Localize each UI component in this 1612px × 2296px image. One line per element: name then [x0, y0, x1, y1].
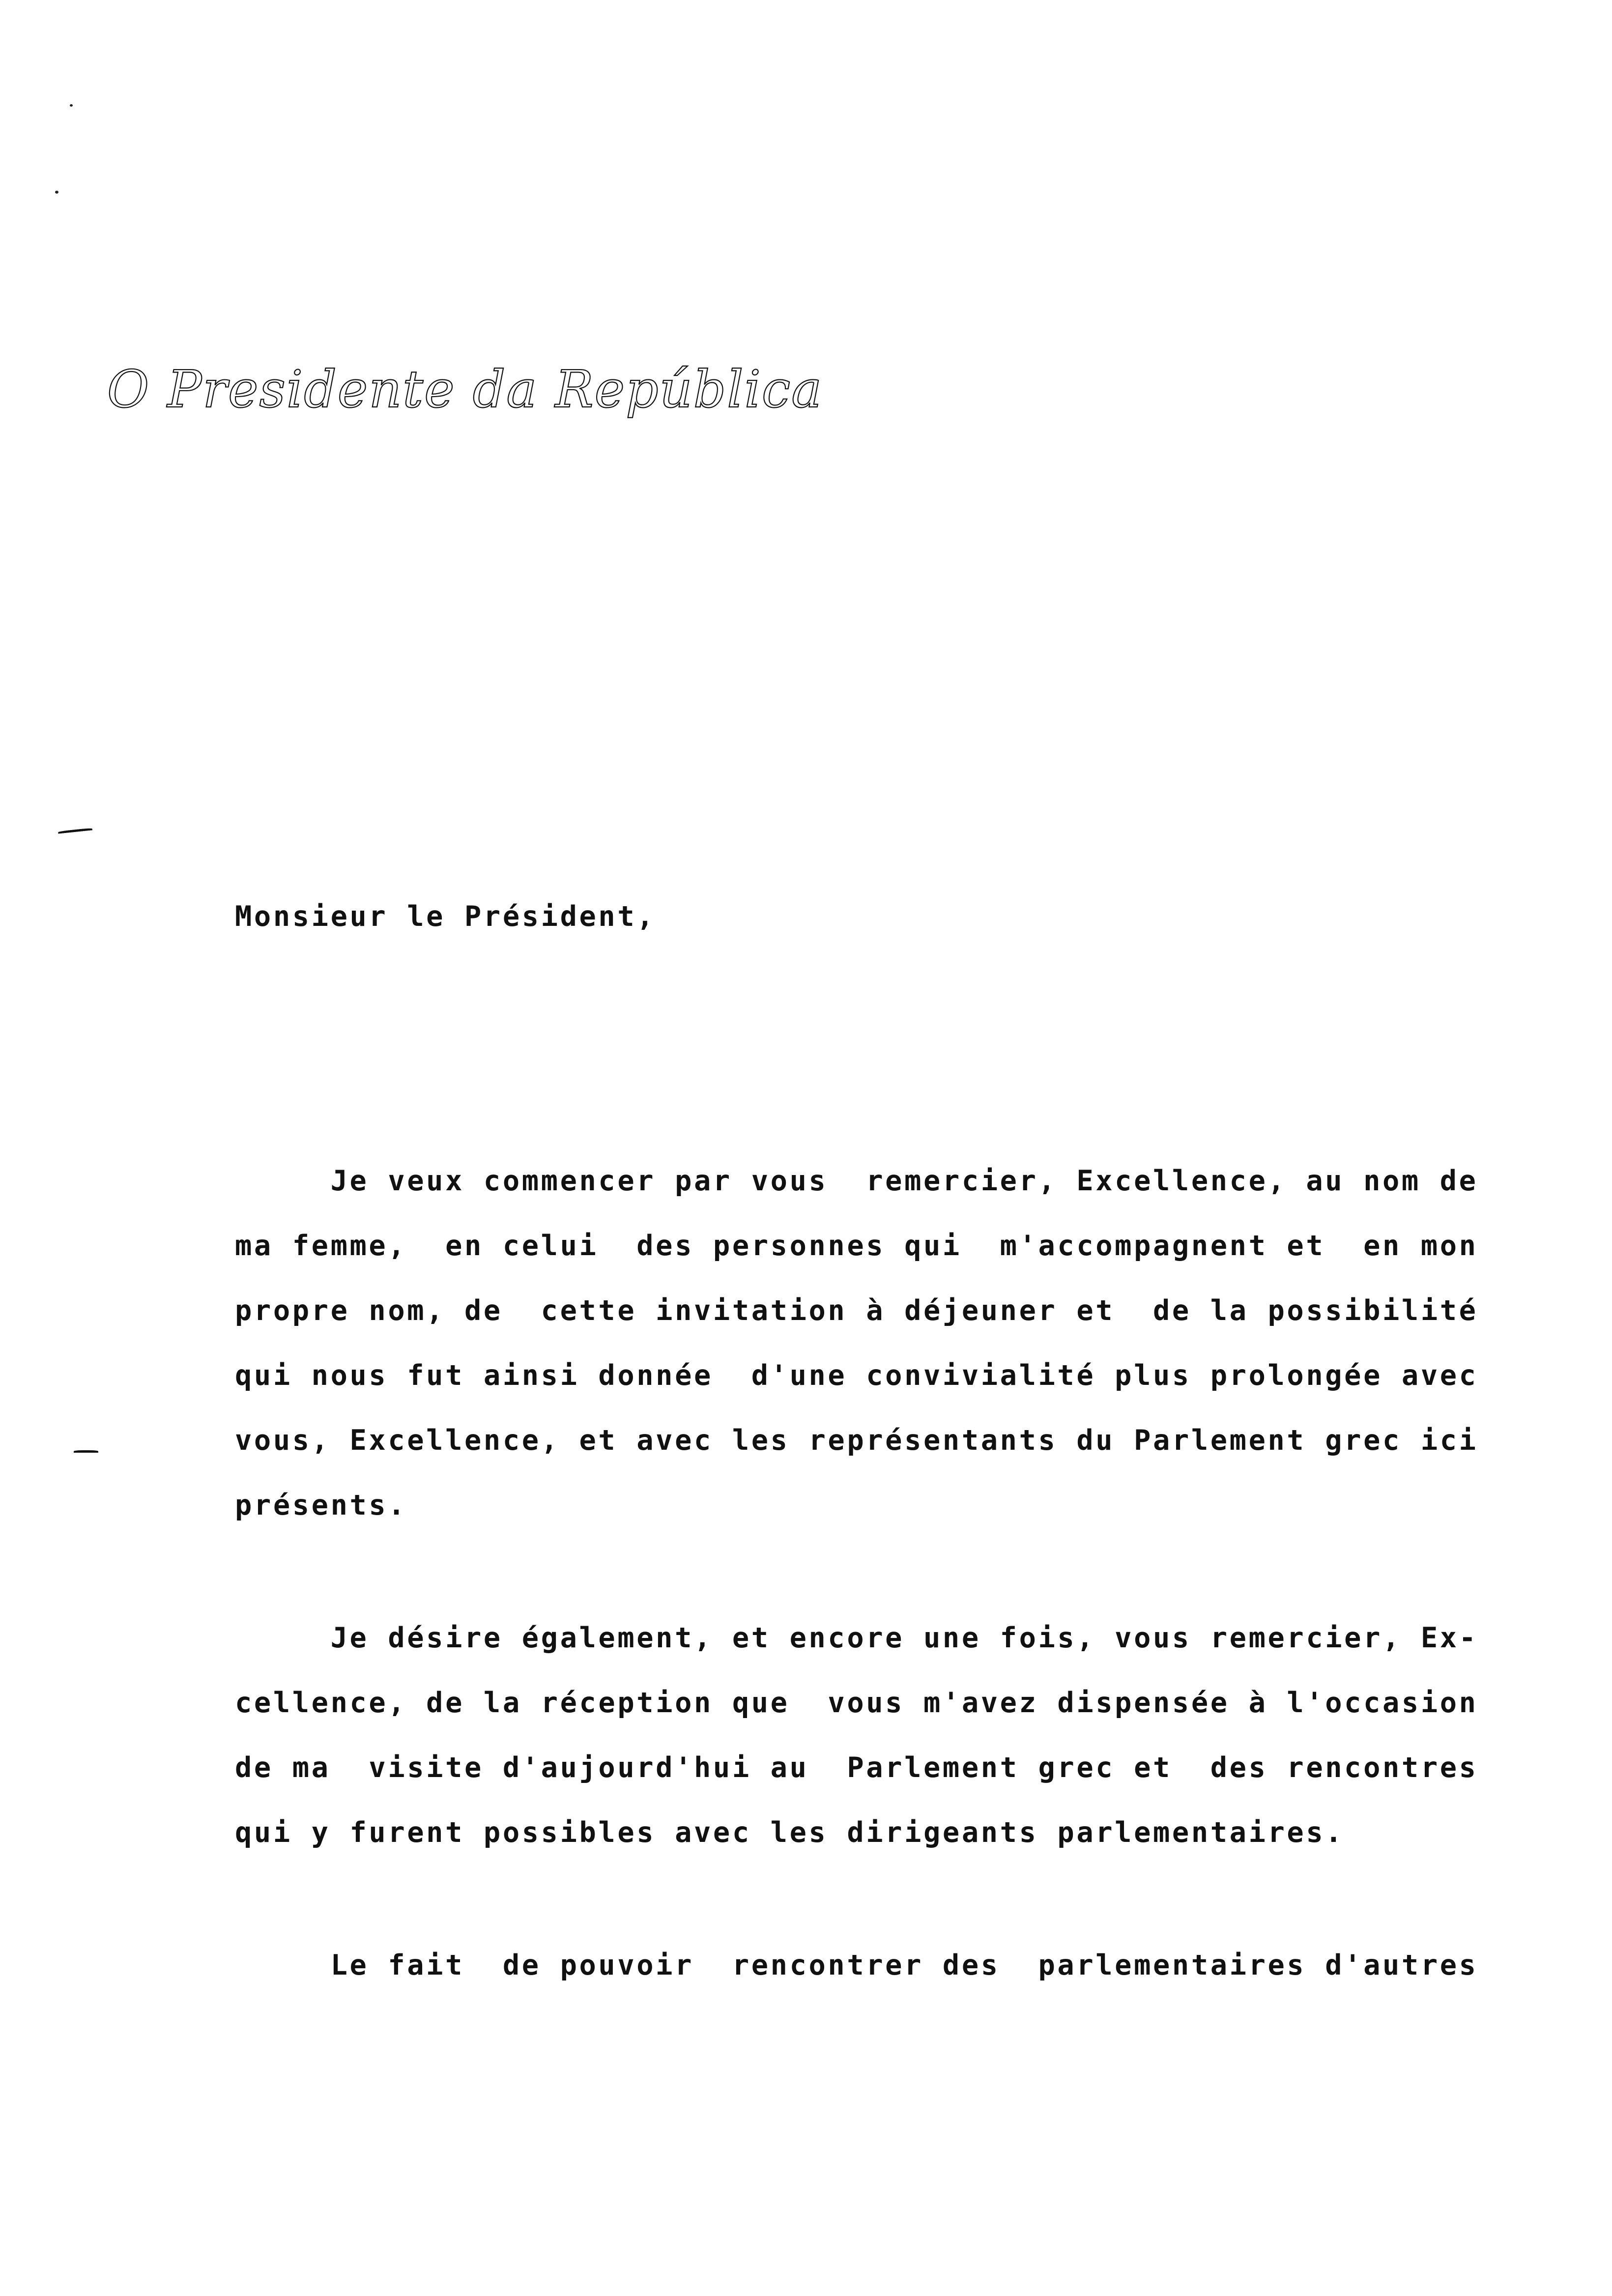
scan-speck	[70, 104, 73, 107]
text-line: vous, Excellence, et avec les représentants du Parlement grec ici	[235, 1424, 1478, 1457]
scan-speck	[55, 191, 58, 194]
text-line: présents.	[235, 1489, 407, 1521]
text-line: Je désire également, et encore une fois, vous remercier, Ex-	[235, 1622, 1478, 1654]
salutation: Monsieur le Président,	[235, 900, 656, 933]
margin-mark	[74, 1450, 98, 1453]
margin-mark	[58, 828, 92, 833]
text-line: cellence, de la réception que vous m'avez dispensée à l'occasion	[235, 1687, 1478, 1719]
text-line: qui nous fut ainsi donnée d'une convivialité plus prolongée avec	[235, 1359, 1478, 1392]
text-line: Le fait de pouvoir rencontrer des parlementaires d'autres	[235, 1949, 1478, 1981]
text-line: ma femme, en celui des personnes qui m'accompagnent et en mon	[235, 1230, 1478, 1262]
letterhead-text: O Presidente da República	[107, 359, 823, 419]
letterhead-script-image	[103, 354, 823, 428]
letterhead-logo	[103, 354, 823, 428]
text-line: propre nom, de cette invitation à déjeuner et de la possibilité	[235, 1294, 1478, 1327]
text-line: qui y furent possibles avec les dirigeants parlementaires.	[235, 1816, 1345, 1849]
text-line: Je veux commencer par vous remercier, Excellence, au nom de	[235, 1165, 1478, 1197]
text-line: de ma visite d'aujourd'hui au Parlement grec et des rencontres	[235, 1751, 1478, 1784]
